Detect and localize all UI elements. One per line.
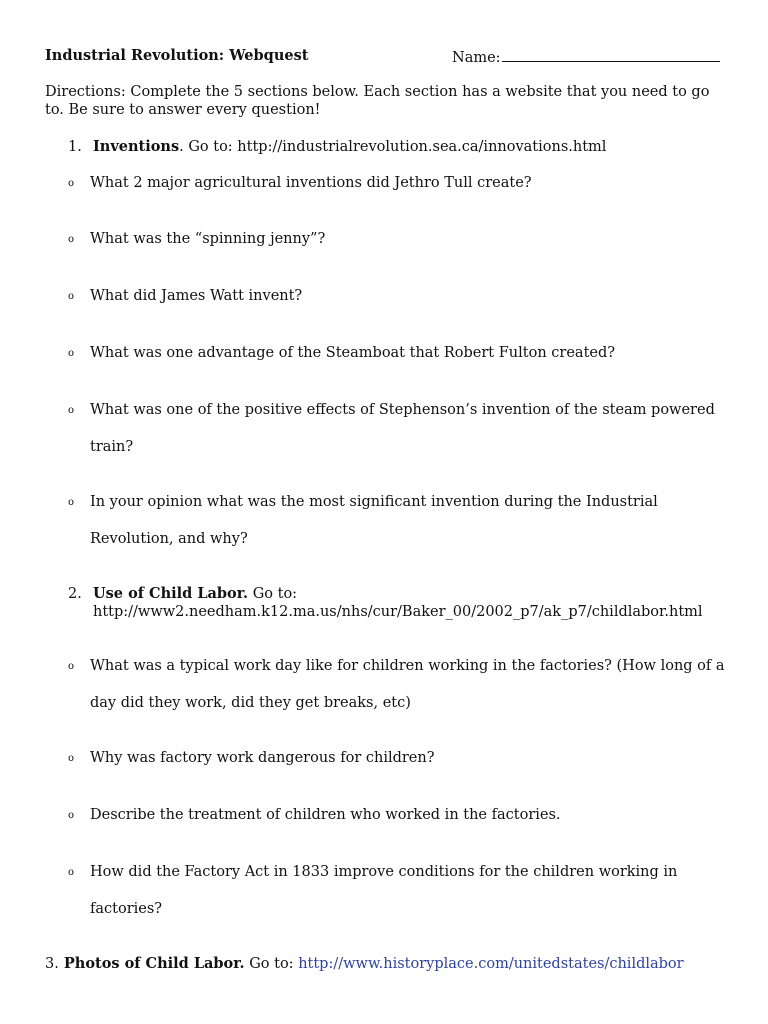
question-item bbox=[68, 165, 728, 202]
section-1-heading bbox=[68, 138, 606, 156]
bullet-icon: o bbox=[68, 661, 75, 672]
bullet-icon: o bbox=[68, 867, 75, 878]
question-item bbox=[68, 484, 728, 558]
question-text: What was one of the positive effects of Stephenson’s invention of the steam powered train? bbox=[90, 402, 715, 455]
section-1-number: 1. bbox=[68, 139, 82, 155]
section-3-goto: Go to: bbox=[244, 956, 299, 972]
question-item bbox=[68, 740, 728, 777]
section-2-title: Use of Child Labor. bbox=[93, 585, 249, 602]
name-blank-line[interactable] bbox=[502, 47, 720, 62]
section-3-heading bbox=[45, 955, 684, 973]
section-3-number: 3. bbox=[45, 956, 59, 972]
question-item bbox=[68, 392, 728, 466]
section-3-link[interactable]: http://www.historyplace.com/unitedstates/childlabor bbox=[298, 956, 684, 972]
question-item bbox=[68, 854, 728, 928]
bullet-icon: o bbox=[68, 753, 75, 764]
worksheet-title: Industrial Revolution: Webquest bbox=[45, 47, 309, 64]
bullet-icon: o bbox=[68, 348, 75, 359]
bullet-icon: o bbox=[68, 405, 75, 416]
section-2-url[interactable]: http://www2.needham.k12.ma.us/nhs/cur/Baker_00/2002_p7/ak_p7/childlabor.html bbox=[93, 604, 703, 620]
question-text: Describe the treatment of children who worked in the factories. bbox=[90, 807, 561, 823]
section-2-goto: Go to: bbox=[248, 586, 298, 602]
directions-text: Directions: Complete the 5 sections below. Each section has a website that you need to go to. Be sure to answer every question! bbox=[45, 84, 710, 118]
question-text: In your opinion what was the most significant invention during the Industrial Revolution, and why? bbox=[90, 494, 658, 547]
section-2-heading bbox=[68, 585, 297, 603]
question-text: What was a typical work day like for children working in the factories? (How long of a day did they work, did they get breaks, etc) bbox=[90, 658, 725, 711]
question-text: Why was factory work dangerous for children? bbox=[90, 750, 435, 766]
bullet-icon: o bbox=[68, 810, 75, 821]
question-text: What 2 major agricultural inventions did Jethro Tull create? bbox=[90, 175, 532, 191]
question-text: What did James Watt invent? bbox=[90, 288, 303, 304]
bullet-icon: o bbox=[68, 234, 75, 245]
bullet-icon: o bbox=[68, 497, 75, 508]
bullet-icon: o bbox=[68, 291, 75, 302]
section-1-title: Inventions bbox=[93, 138, 180, 155]
bullet-icon: o bbox=[68, 178, 75, 189]
question-item bbox=[68, 797, 728, 834]
question-text: What was one advantage of the Steamboat that Robert Fulton created? bbox=[90, 345, 616, 361]
section-2-number: 2. bbox=[68, 586, 82, 602]
question-item bbox=[68, 335, 728, 372]
question-item bbox=[68, 221, 728, 258]
question-item bbox=[68, 278, 728, 315]
name-label: Name: bbox=[452, 50, 501, 66]
name-field bbox=[452, 47, 720, 66]
question-text: What was the “spinning jenny”? bbox=[90, 231, 326, 247]
section-1-goto: . Go to: http://industrialrevolution.sea.ca/innovations.html bbox=[179, 139, 607, 155]
question-text: How did the Factory Act in 1833 improve conditions for the children working in factories? bbox=[90, 864, 678, 917]
question-item bbox=[68, 648, 728, 722]
section-3-title: Photos of Child Labor. bbox=[58, 955, 245, 972]
